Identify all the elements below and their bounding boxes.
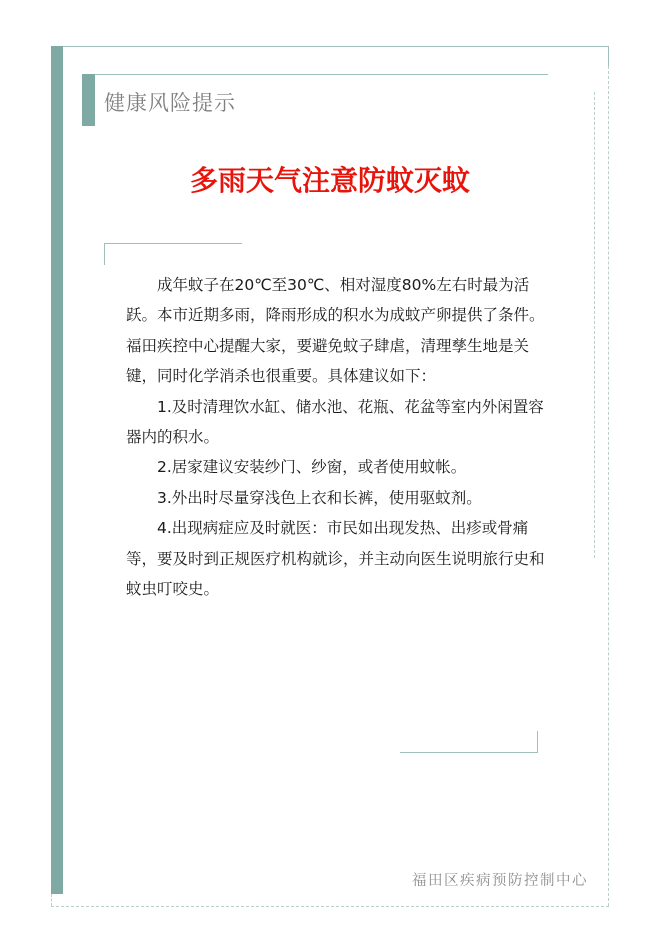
advice-item-3: 3.外出时尽量穿浅色上衣和长裤，使用驱蚊剂。 bbox=[157, 488, 482, 507]
advice-item-2: 2.居家建议安装纱门、纱窗，或者使用蚊帐。 bbox=[157, 458, 467, 477]
issuing-organization: 福田区疾病预防控制中心 bbox=[412, 873, 588, 889]
frame-left-corner bbox=[51, 894, 52, 906]
bracket-top-left bbox=[104, 243, 242, 244]
frame-top-border bbox=[63, 46, 609, 47]
notice-body bbox=[126, 270, 546, 604]
section-label: 健康风险提示 bbox=[104, 91, 236, 115]
advice-item-1: 1.及时清理饮水缸、储水池、花瓶、花盆等室内外闲置容器内的积水。 bbox=[126, 397, 544, 447]
header-rule bbox=[95, 74, 548, 75]
header-accent-block bbox=[82, 74, 95, 126]
bracket-top-left-vertical bbox=[104, 243, 105, 265]
page-title: 多雨天气注意防蚊灭蚊 bbox=[189, 164, 470, 197]
bracket-bottom-right-vertical bbox=[537, 731, 538, 753]
intro-paragraph: 成年蚊子在20℃至30℃、相对湿度80%左右时最为活跃。本市近期多雨，降雨形成的积水为成蚊产卵提供了条件。福田疾控中心提醒大家，要避免蚊子肆虐，清理孳生地是关键，同时化学消杀也很重要。具体建议如下： bbox=[126, 276, 545, 386]
frame-bottom-border bbox=[51, 906, 609, 907]
bracket-bottom-right bbox=[400, 752, 538, 753]
frame-right-corner bbox=[608, 46, 609, 66]
advice-item-4: 4.出现病症应及时就医：市民如出现发热、出疹或骨痛等，要及时到正规医疗机构就诊，并主动向医生说明旅行史和蚊虫叮咬史。 bbox=[126, 519, 545, 599]
